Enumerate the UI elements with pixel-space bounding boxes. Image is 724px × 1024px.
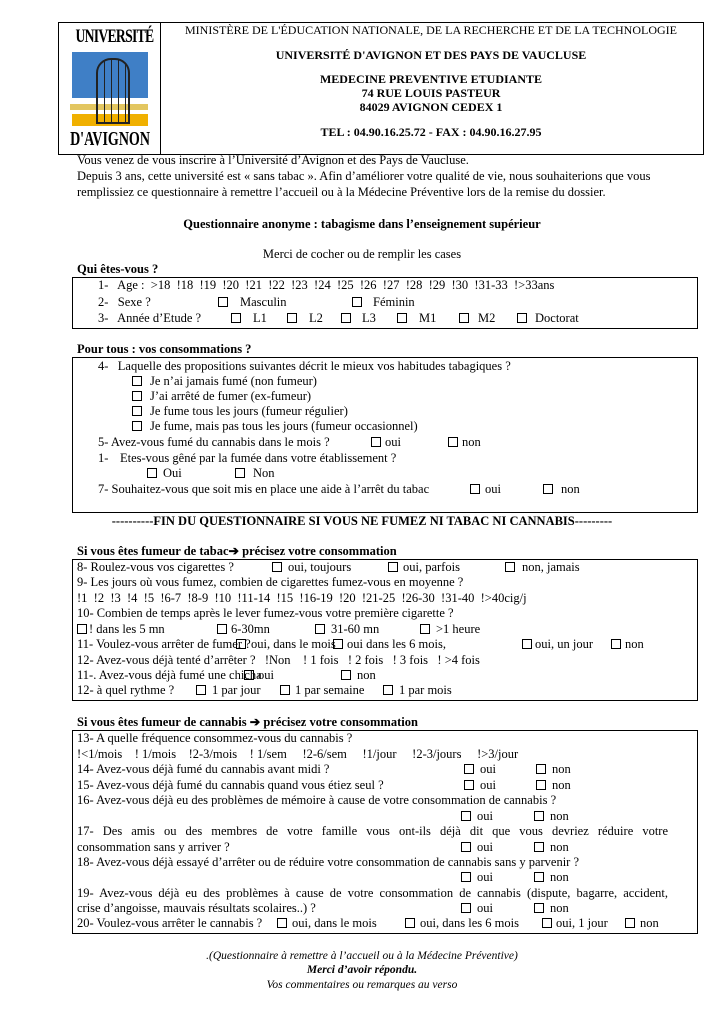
question-18: 18- Avez-vous déjà essayé d’arrêter ou de réduire votre consommation de cannabis sans y parvenir ? xyxy=(77,855,580,869)
option-label: Je fume, mais pas tous les jours (fumeur occasionnel) xyxy=(150,419,418,433)
question-gene: Etes-vous gêné par la fumée dans votre établissement ? xyxy=(120,451,397,465)
question-7: 7- Souhaitez-vous que soit mis en place une aide à l’arrêt du tabac xyxy=(98,482,430,496)
checkbox-chicha-oui[interactable] xyxy=(244,670,254,680)
checkbox-l3[interactable] xyxy=(341,313,351,323)
arrow-right-icon: ➔ xyxy=(228,544,243,558)
option-label: L1 xyxy=(253,311,267,325)
intro-line: remplissiez ce questionnaire à remettre l’accueil ou à la Médecine Préventive lors de la remise du dossier. xyxy=(77,185,606,199)
checkbox-feminin[interactable] xyxy=(352,297,362,307)
option-label: 1 par semaine xyxy=(295,683,365,697)
option-label: oui, toujours xyxy=(288,560,352,574)
question-11: 11- Voulez-vous arrêter de fumer ? xyxy=(77,637,251,651)
question-14: 14- Avez-vous déjà fumé du cannabis avant midi ? xyxy=(77,762,330,776)
end-notice: ----------FIN DU QUESTIONNAIRE SI VOUS NE FUMEZ NI TABAC NI CANNABIS--------- xyxy=(111,514,613,528)
service-name: MEDECINE PREVENTIVE ETUDIANTE xyxy=(319,72,543,86)
checkbox-q10-1heure[interactable] xyxy=(420,624,430,634)
checkbox-q19-oui[interactable] xyxy=(461,903,471,913)
checkbox-q18-non[interactable] xyxy=(534,872,544,882)
checkbox-q7-oui[interactable] xyxy=(470,484,480,494)
option-label: oui xyxy=(480,762,496,776)
questionnaire-title: Questionnaire anonyme : tabagisme dans l’enseignement supérieur xyxy=(183,217,541,231)
checkbox-q8-toujours[interactable] xyxy=(272,562,282,572)
logo-text-bottom: D'AVIGNON xyxy=(70,128,150,150)
heading-text: Si vous êtes fumeur de cannabis xyxy=(77,715,247,729)
option-label: oui, 1 jour xyxy=(556,916,608,930)
option-label: oui xyxy=(477,809,493,823)
option-label: non xyxy=(552,778,571,792)
checkbox-q20-1jour[interactable] xyxy=(542,918,552,928)
option-label: non xyxy=(550,840,569,854)
option-label: 6-30mn xyxy=(231,622,270,636)
heading-text: Si vous êtes fumeur de tabac xyxy=(77,544,229,558)
option-label: M1 xyxy=(419,311,437,325)
question-rythme: 12- à quel rythme ? xyxy=(77,683,175,697)
option-label: non xyxy=(550,901,569,915)
arrow-right-icon: ➔ xyxy=(249,715,264,729)
sex-question: 2- Sexe ? xyxy=(98,295,151,309)
option-label: non xyxy=(462,435,481,449)
checkbox-doctorat[interactable] xyxy=(517,313,527,323)
option-label: Féminin xyxy=(373,295,415,309)
checkbox-gene-non[interactable] xyxy=(235,468,245,478)
checkbox-chicha-non[interactable] xyxy=(341,670,351,680)
option-label: oui, parfois xyxy=(403,560,460,574)
question-16: 16- Avez-vous déjà eu des problèmes de mémoire à cause de votre consommation de cannabis ? xyxy=(77,793,557,807)
checkbox-q5-non[interactable] xyxy=(448,437,458,447)
option-label: oui, dans le mois xyxy=(292,916,377,930)
question-19: 19- Avez-vous déjà eu des problèmes à cause de votre consommation de cannabis (dispute, bagarre, accident, xyxy=(77,886,668,900)
option-label: J’ai arrêté de fumer (ex-fumeur) xyxy=(150,389,312,403)
option-label: Je fume tous les jours (fumeur régulier) xyxy=(150,404,348,418)
checkbox-masculin[interactable] xyxy=(218,297,228,307)
option-label: oui xyxy=(477,870,493,884)
checkbox-q10-31-60mn[interactable] xyxy=(315,624,325,634)
question-17-cont: consommation sans y arriver ? xyxy=(77,840,230,854)
section-heading-cannabis xyxy=(77,714,418,730)
option-label: oui, dans les 6 mois xyxy=(420,916,519,930)
checkbox-q20-mois[interactable] xyxy=(277,918,287,928)
option-label: Doctorat xyxy=(535,311,579,325)
checkbox-m1[interactable] xyxy=(397,313,407,323)
checkbox-fumeur-regulier[interactable] xyxy=(132,406,142,416)
logo-door-icon xyxy=(96,58,130,124)
heading-tail: précisez votre consommation xyxy=(263,715,418,729)
checkbox-q10-6-30mn[interactable] xyxy=(217,624,227,634)
checkbox-q20-non[interactable] xyxy=(625,918,635,928)
option-label: 1 par mois xyxy=(399,683,452,697)
option-label: non xyxy=(552,762,571,776)
question-5: 5- Avez-vous fumé du cannabis dans le mois ? xyxy=(98,435,330,449)
question-10: 10- Combien de temps après le lever fumez-vous votre première cigarette ? xyxy=(77,606,454,620)
option-label: oui xyxy=(480,778,496,792)
checkbox-q20-6mois[interactable] xyxy=(405,918,415,928)
option-label: non xyxy=(550,870,569,884)
city-address: 84029 AVIGNON CEDEX 1 xyxy=(359,100,503,114)
checkbox-m2[interactable] xyxy=(459,313,469,323)
option-label: L2 xyxy=(309,311,323,325)
checkbox-q7-non[interactable] xyxy=(543,484,553,494)
checkbox-q11-non[interactable] xyxy=(611,639,621,649)
option-label: oui xyxy=(385,435,401,449)
question-number: 1- xyxy=(98,451,109,465)
question-12[interactable]: 12- Avez-vous déjà tenté d’arrêter ? !Non ! 1 fois ! 2 fois ! 3 fois ! >4 fois xyxy=(77,653,480,667)
checkbox-q11-mois[interactable] xyxy=(236,639,246,649)
option-label: 31-60 mn xyxy=(331,622,380,636)
frequency-scale[interactable]: !<1/mois ! 1/mois !2-3/mois ! 1/sem !2-6/sem !1/jour !2-3/jours !>3/jour xyxy=(77,747,519,761)
checkbox-q14-non[interactable] xyxy=(536,764,546,774)
option-label: oui xyxy=(477,840,493,854)
ministry-name: MINISTÈRE DE L'ÉDUCATION NATIONALE, DE LA RECHERCHE ET DE LA TECHNOLOGIE xyxy=(184,23,677,37)
checkbox-fumeur-occasionnel[interactable] xyxy=(132,421,142,431)
option-label: Je n’ai jamais fumé (non fumeur) xyxy=(150,374,317,388)
option-label: Non xyxy=(253,466,275,480)
option-label: oui xyxy=(485,482,501,496)
question-4: 4- Laquelle des propositions suivantes décrit le mieux vos habitudes tabagiques ? xyxy=(98,359,511,373)
checkbox-par-mois[interactable] xyxy=(383,685,393,695)
option-label: ! dans les 5 mn xyxy=(89,622,165,636)
question-20: 20- Voulez-vous arrêter le cannabis ? xyxy=(77,916,263,930)
option-label: M2 xyxy=(478,311,496,325)
checkbox-q11-6mois[interactable] xyxy=(333,639,343,649)
option-label: non xyxy=(625,637,644,651)
street-address: 74 RUE LOUIS PASTEUR xyxy=(361,86,501,100)
checkbox-q17-oui[interactable] xyxy=(461,842,471,852)
section-heading-all: Pour tous : vos consommations ? xyxy=(77,342,252,356)
checkbox-par-jour[interactable] xyxy=(196,685,206,695)
option-label: oui dans les 6 mois, xyxy=(347,637,446,651)
section-heading-tobacco xyxy=(77,543,397,559)
phone-fax: TEL : 04.90.16.25.72 - FAX : 04.90.16.27.95 xyxy=(320,125,542,139)
checkbox-q14-oui[interactable] xyxy=(464,764,474,774)
checkbox-q10-5mn[interactable] xyxy=(77,624,87,634)
question-8: 8- Roulez-vous vos cigarettes ? xyxy=(77,560,234,574)
year-question: 3- Année d’Etude ? xyxy=(98,311,202,325)
option-label: non xyxy=(357,668,376,682)
option-label: Oui xyxy=(163,466,182,480)
question-15: 15- Avez-vous déjà fumé du cannabis quand vous étiez seul ? xyxy=(77,778,384,792)
checkbox-q16-non[interactable] xyxy=(534,811,544,821)
option-label: Masculin xyxy=(240,295,287,309)
logo-text-top: UNIVERSITÉ xyxy=(75,26,154,47)
intro-line: Vous venez de vous inscrire à l’Université d’Avignon et des Pays de Vaucluse. xyxy=(77,153,469,167)
checkbox-par-semaine[interactable] xyxy=(280,685,290,695)
age-question[interactable]: 1- Age : >18 !18 !19 !20 !21 !22 !23 !24 !25 !26 !27 !28 !29 !30 !31-33 !>33ans xyxy=(98,278,555,292)
option-label: L3 xyxy=(362,311,376,325)
thanks-note: Merci d’avoir répondu. xyxy=(306,964,418,976)
checkbox-l1[interactable] xyxy=(231,313,241,323)
option-label: non xyxy=(550,809,569,823)
question-13: 13- A quelle fréquence consommez-vous du cannabis ? xyxy=(77,731,353,745)
checkbox-q8-jamais[interactable] xyxy=(505,562,515,572)
checkbox-q17-non[interactable] xyxy=(534,842,544,852)
option-label: non, jamais xyxy=(522,560,580,574)
return-note: .(Questionnaire à remettre à l’accueil ou à la Médecine Préventive) xyxy=(206,950,518,962)
heading-tail: précisez votre consommation xyxy=(242,544,397,558)
intro-line: Depuis 3 ans, cette université est « sans tabac ». Afin d’améliorer votre qualité de vie, nous souhaiterions que vous xyxy=(77,169,651,183)
checkbox-q8-parfois[interactable] xyxy=(388,562,398,572)
cigarettes-scale[interactable]: !1 !2 !3 !4 !5 !6-7 !8-9 !10 !11-14 !15 !16-19 !20 !21-25 !26-30 !31-40 !>40cig/j xyxy=(77,591,527,605)
option-label: non xyxy=(640,916,659,930)
comments-note: Vos commentaires ou remarques au verso xyxy=(266,979,458,991)
question-9: 9- Les jours où vous fumez, combien de cigarettes fumez-vous en moyenne ? xyxy=(77,575,464,589)
option-label: non xyxy=(561,482,580,496)
checkbox-q15-oui[interactable] xyxy=(464,780,474,790)
question-19-cont: crise d’angoisse, mauvais résultats scolaires..) ? xyxy=(77,901,316,915)
checkbox-q19-non[interactable] xyxy=(534,903,544,913)
section-heading-who: Qui êtes-vous ? xyxy=(77,262,159,276)
option-label: >1 heure xyxy=(436,622,481,636)
university-logo xyxy=(62,24,158,152)
checkbox-ex-fumeur[interactable] xyxy=(132,391,142,401)
checkbox-q15-non[interactable] xyxy=(536,780,546,790)
option-label: oui, un jour xyxy=(535,637,593,651)
checkbox-q5-oui[interactable] xyxy=(371,437,381,447)
checkbox-q11-un-jour[interactable] xyxy=(522,639,532,649)
question-chicha: 11-. Avez-vous déjà fumé une chicha xyxy=(77,668,262,682)
university-name: UNIVERSITÉ D'AVIGNON ET DES PAYS DE VAUCLUSE xyxy=(275,48,587,62)
instruction: Merci de cocher ou de remplir les cases xyxy=(262,247,462,261)
question-17: 17- Des amis ou des membres de votre famille vous ont-ils déjà dit que vous devriez réduire votre xyxy=(77,824,668,838)
option-label: 1 par jour xyxy=(212,683,261,697)
checkbox-q18-oui[interactable] xyxy=(461,872,471,882)
checkbox-q16-oui[interactable] xyxy=(461,811,471,821)
checkbox-l2[interactable] xyxy=(287,313,297,323)
checkbox-non-fumeur[interactable] xyxy=(132,376,142,386)
checkbox-gene-oui[interactable] xyxy=(147,468,157,478)
option-label: oui xyxy=(477,901,493,915)
option-label: oui xyxy=(258,668,274,682)
option-label: oui, dans le mois xyxy=(251,637,336,651)
